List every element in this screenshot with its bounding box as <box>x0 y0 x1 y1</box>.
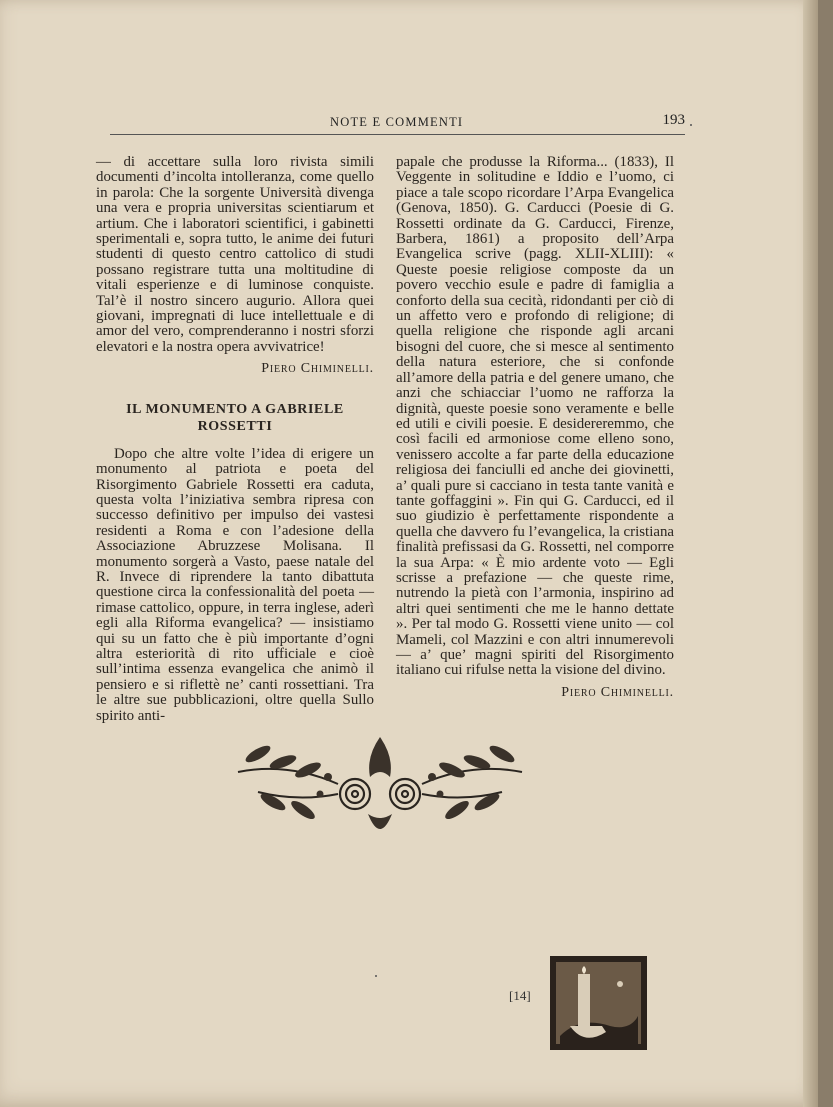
header-title: NOTE E COMMENTI <box>330 115 464 129</box>
article-text-3: papale che produsse la Riforma... (1833), Il Veggente in solitudine e Iddio e l’uomo, ci piace a tale scopo ricordare l’Arpa Evangelica (Genova, 1850). G. Carducci (Poesie di G. Rossetti ordinate da G. Carducci, Firenze, Barbera, 1861) a proposito dell’Arpa Evangelica scrive (pagg. XLII-XLIII): « Queste poesie religiose composte da un povero vecchio esule e padre di famiglia a conforto della sua cecità, ridondanti per ciò di un affetto vero e profondo di religione; di quella religione che risponde agli arcani bisogni del cuore, che si mesce al sentimento della natura esteriore, che si confonde all’amore della patria e del genere umano, che anzi che schiacciar l’uomo ne rafforza la dignità, queste poesie sono veramente e belle ed utili e civili poesie. E desidereremmo, che così facili ed armoniose come elleno sono, venissero accolte a far parte della educazione religiosa dei fanciulli ed anche dei giovinetti, a’ quali pure si cacciano in testa tante vanità e tante goffaggini ». Fin qui G. Carducci, ed il suo giudizio è perfettamente rispondente a quella che davvero fu l’evangelica, la cristiana finalità prefissasi da G. Rossetti, nel comporre la sua Arpa: « È mio ardente voto — Egli scrisse a prefazione — che queste rime, nutrendo la pietà con l’armonia, inspirino ad altri quei sentimenti che me le hanno dettate ». Per tal modo G. Rossetti viene unito — col Mameli, col Mazzini e con altri innumerevoli — a’ que’ magni spiriti del Risorgimento italiano cui rifulse netta la visione del divino. <box>396 154 674 679</box>
author-signature-1: Piero Chiminelli. <box>261 361 374 377</box>
page-number: 193 <box>662 112 685 128</box>
ink-speck <box>690 124 692 126</box>
folio-number: [14] <box>509 988 531 1003</box>
right-column <box>396 155 674 700</box>
author-signature-2: Piero Chiminelli. <box>561 684 674 700</box>
section-heading: IL MONUMENTO A GABRIELE ROSSETTI <box>126 401 344 434</box>
article-text-1: — di accettare sulla loro rivista simili documenti d’incolta intolleranza, come quello in parola: Che la sorgente Università divenga una vera e propria universitas scientiarum et artium. Che i laboratori scientifici, i gabinetti sperimentali e, sopra tutto, le anime dei futuri studenti di questo centro cattolico di studi possano registrare tutta una moltitudine di vitali esperienze e di luminose conquiste. Tal’è il nostro sincero augurio. Allora quei giovani, impregnati di luce intellettuale e di amor del vero, comprenderanno i nostri sforzi elevatori e la nostra opera avvivatrice! <box>96 154 374 355</box>
ink-speck <box>375 975 377 977</box>
page-edge <box>803 0 818 1107</box>
article-text-2: Dopo che altre volte l’idea di erigere un monumento al patriota e poeta del Risorgimento Gabriele Rossetti era caduta, questa volta l’iniziativa sembra ripresa con successo definitivo per impulso dei vastesi residenti a Roma e con l’adesione della Associazione Abruzzese Molisana. Il monumento sorgerà a Vasto, paese natale del R. Invece di riprendere la tanto dibattuta questione circa la confessionalità del poeta — rimase cattolico, oppure, in terra inglese, aderì egli alla Riforma evangelica? — insistiamo qui su un fatto che è più importante d’ogni altra esteriorità di rito ufficiale e cioè sull’intima essenza evangelica che animò il pensiero e si riflettè ne’ canti rossettiani. Tra le altre sue pubblicazioni, oltre quella Sullo spirito anti- <box>96 445 374 724</box>
library-stamp-icon <box>550 956 647 1050</box>
floral-ornament-icon <box>228 732 532 846</box>
running-header <box>110 112 685 135</box>
left-column <box>96 155 374 724</box>
